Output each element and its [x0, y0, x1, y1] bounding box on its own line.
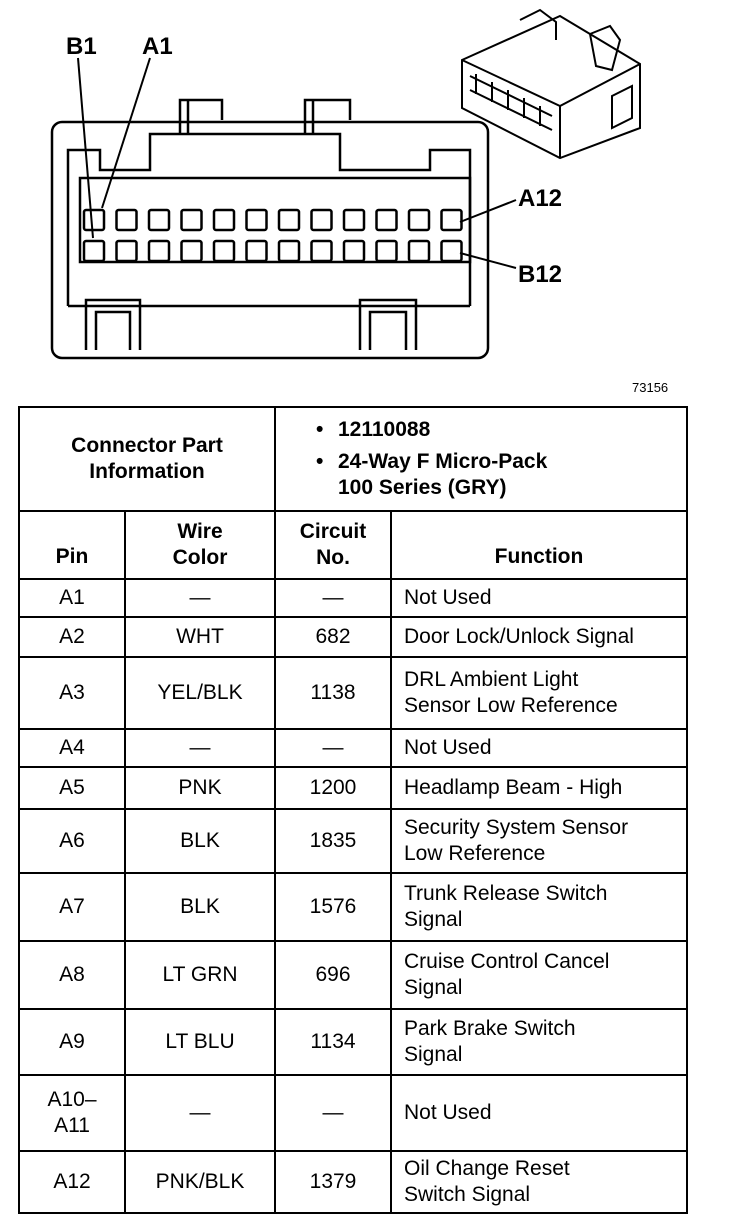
circuit-cell: 1134 — [275, 1009, 391, 1075]
function-cell: Not Used — [391, 1075, 687, 1151]
function-cell: Not Used — [391, 579, 687, 617]
table-row — [19, 729, 687, 767]
wire-color-cell: YEL/BLK — [125, 657, 275, 729]
pin-cavity — [84, 210, 104, 230]
pin-cavity — [149, 241, 169, 261]
circuit-cell: — — [275, 1075, 391, 1151]
pin-cavity — [182, 241, 202, 261]
circuit-cell: 682 — [275, 617, 391, 657]
wire-color-cell: LT GRN — [125, 941, 275, 1009]
pin-cavity — [442, 241, 462, 261]
pin-cell: A8 — [19, 941, 125, 1009]
a1-leader-line — [102, 58, 150, 208]
pin-cavity — [279, 210, 299, 230]
column-header-function: Function — [391, 511, 687, 579]
figure-number: 73156 — [632, 380, 669, 395]
column-header-row — [19, 511, 687, 579]
function-cell: Park Brake Switch Signal — [391, 1009, 687, 1075]
pin-cell: A2 — [19, 617, 125, 657]
table-row — [19, 1151, 687, 1213]
circuit-cell: 1576 — [275, 873, 391, 941]
pin-cavity — [214, 241, 234, 261]
function-cell: Not Used — [391, 729, 687, 767]
pin-cell: A6 — [19, 809, 125, 873]
b12-label: B12 — [518, 261, 563, 288]
pin-cavity — [344, 241, 364, 261]
table-row — [19, 873, 687, 941]
pin-cavity — [214, 210, 234, 230]
circuit-cell: — — [275, 729, 391, 767]
pin-cavity — [247, 210, 267, 230]
pin-cell: A3 — [19, 657, 125, 729]
pin-cavity — [279, 241, 299, 261]
pin-cavity — [182, 210, 202, 230]
wire-color-cell: PNK/BLK — [125, 1151, 275, 1213]
pin-cavity — [377, 241, 397, 261]
function-cell: Headlamp Beam - High — [391, 767, 687, 809]
b1-label: B1 — [66, 33, 97, 60]
a12-label: A12 — [518, 185, 563, 212]
a1-label: A1 — [142, 33, 173, 60]
wire-color-cell: WHT — [125, 617, 275, 657]
pin-cell: A9 — [19, 1009, 125, 1075]
table-row — [19, 617, 687, 657]
table-row — [19, 767, 687, 809]
table-row — [19, 941, 687, 1009]
pin-cavity — [442, 210, 462, 230]
wire-color-cell: — — [125, 729, 275, 767]
function-cell: Trunk Release Switch Signal — [391, 873, 687, 941]
table-row — [19, 579, 687, 617]
connector-info-details — [275, 407, 687, 511]
circuit-cell: 1379 — [275, 1151, 391, 1213]
wire-color-cell: LT BLU — [125, 1009, 275, 1075]
connector-pinout-table — [18, 406, 688, 1214]
pin-cavity — [409, 241, 429, 261]
wire-color-cell: BLK — [125, 809, 275, 873]
pin-cavity — [409, 210, 429, 230]
pin-cell: A4 — [19, 729, 125, 767]
pin-cavity — [344, 210, 364, 230]
column-header-wire-color: Wire Color — [125, 511, 275, 579]
pin-cell: A1 — [19, 579, 125, 617]
pin-cavity — [377, 210, 397, 230]
pin-cavity — [117, 210, 137, 230]
pin-cavity — [312, 210, 332, 230]
function-cell: Security System Sensor Low Reference — [391, 809, 687, 873]
connector-diagram — [0, 0, 736, 400]
pin-cavity — [312, 241, 332, 261]
column-header-circuit-no: Circuit No. — [275, 511, 391, 579]
wire-color-cell: — — [125, 1075, 275, 1151]
function-cell: Door Lock/Unlock Signal — [391, 617, 687, 657]
pin-cell: A7 — [19, 873, 125, 941]
wire-color-cell: BLK — [125, 873, 275, 941]
function-cell: DRL Ambient Light Sensor Low Reference — [391, 657, 687, 729]
circuit-cell: 1200 — [275, 767, 391, 809]
connector-description: • 24-Way F Micro-Pack 100 Series (GRY) — [316, 449, 682, 501]
function-cell: Oil Change Reset Switch Signal — [391, 1151, 687, 1213]
pin-cavity — [149, 210, 169, 230]
wire-color-cell: — — [125, 579, 275, 617]
part-number: • 12110088 — [316, 417, 682, 443]
table-row — [19, 657, 687, 729]
pin-cavities — [84, 210, 462, 261]
circuit-cell: 1138 — [275, 657, 391, 729]
pin-cavity — [84, 241, 104, 261]
circuit-cell: 1835 — [275, 809, 391, 873]
pin-cavity — [117, 241, 137, 261]
wire-color-cell: PNK — [125, 767, 275, 809]
function-cell: Cruise Control Cancel Signal — [391, 941, 687, 1009]
pin-cell: A10– A11 — [19, 1075, 125, 1151]
pin-cell: A5 — [19, 767, 125, 809]
pin-cavity — [247, 241, 267, 261]
table-row — [19, 809, 687, 873]
table-row — [19, 1075, 687, 1151]
connector-info-row — [19, 407, 687, 511]
circuit-cell: — — [275, 579, 391, 617]
circuit-cell: 696 — [275, 941, 391, 1009]
table-row — [19, 1009, 687, 1075]
pin-cell: A12 — [19, 1151, 125, 1213]
connector-info-header: Connector Part Information — [19, 407, 275, 511]
column-header-pin: Pin — [19, 511, 125, 579]
